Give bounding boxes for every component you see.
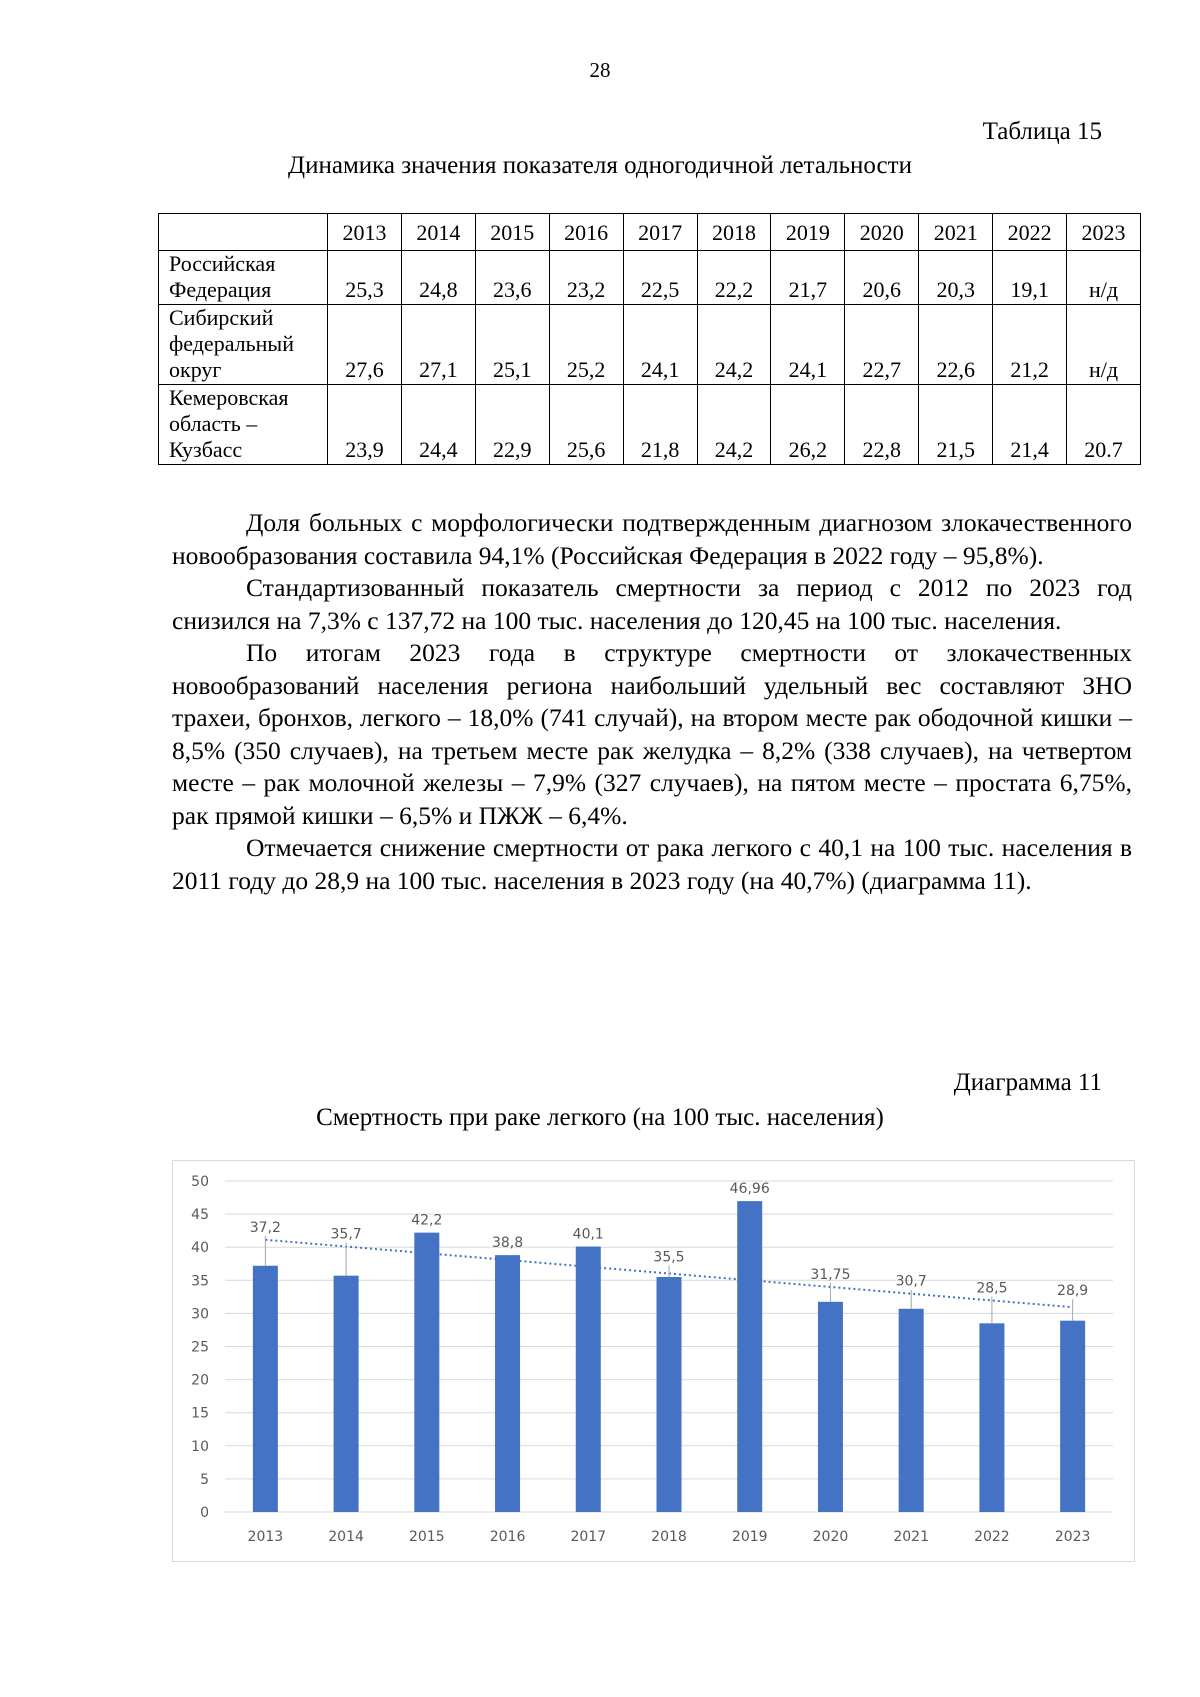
y-tick-label: 25 (191, 1339, 209, 1356)
table-header-year: 2015 (475, 214, 549, 251)
table-cell: 26,2 (771, 385, 845, 465)
data-label: 28,9 (1057, 1283, 1089, 1300)
paragraph: Стандартизованный показатель смертности за период с 2012 по 2023 год снизился на 7,3% с 137,72 на 100 тыс. населения до 120,45 на 100 тыс. населения. (172, 573, 1132, 635)
table-cell: 24,2 (697, 385, 771, 465)
bar (1060, 1321, 1085, 1512)
y-tick-label: 40 (191, 1240, 209, 1257)
table-cell: 23,2 (549, 251, 623, 305)
table-row-name (159, 305, 328, 385)
table-cell: 25,2 (549, 305, 623, 385)
bar (979, 1323, 1004, 1512)
diagram-caption-number: Диаграмма 11 (953, 1069, 1102, 1096)
bar (414, 1233, 439, 1512)
table-cell: 21,8 (623, 385, 697, 465)
x-tick-label: 2014 (328, 1529, 364, 1545)
bar (818, 1302, 843, 1512)
data-label: 35,5 (653, 1249, 685, 1266)
table-cell: 22,9 (475, 385, 549, 465)
paragraph: По итогам 2023 года в структуре смертности от злокачественных новообразований населения региона наибольший удельный вес составляют ЗНО трахеи, бронхов, легкого – 18,0% (741 случай), на втором месте рак ободочной кишки – 8,5% (350 случаев), на третьем месте рак желудка – 8,2% (338 случаев), на четвертом месте – рак молочной железы – 7,9% (327 случаев), на пятом месте – простата 6,75%, рак прямой кишки – 6,5% и ПЖЖ – 6,4%. (172, 638, 1132, 830)
table-header-row (159, 214, 1141, 251)
lung-cancer-mortality-chart (172, 1160, 1135, 1562)
table-cell: 23,6 (475, 251, 549, 305)
data-label: 46,96 (729, 1181, 770, 1198)
x-tick-label: 2017 (570, 1529, 607, 1545)
table-row-name-line: Российская (169, 251, 276, 276)
table-row-name-line: федеральный (169, 331, 294, 356)
diagram-title: Смертность при раке легкого (на 100 тыс. населения) (316, 1104, 884, 1131)
data-label: 31,75 (810, 1266, 851, 1283)
data-label: 30,7 (895, 1273, 927, 1290)
table-cell: 24,4 (401, 385, 475, 465)
data-label: 42,2 (411, 1212, 443, 1229)
table-header-year: 2014 (401, 214, 475, 251)
table-row-name-line: округ (169, 357, 222, 382)
table-cell: 23,9 (328, 385, 402, 465)
table-cell: 24,1 (771, 305, 845, 385)
table-header-year: 2020 (845, 214, 919, 251)
table-cell: 24,1 (623, 305, 697, 385)
table-header-year: 2023 (1067, 214, 1141, 251)
x-tick-label: 2015 (408, 1529, 445, 1545)
table-header-year: 2016 (549, 214, 623, 251)
table-row (159, 251, 1141, 305)
paragraph: Доля больных с морфологически подтвержденным диагнозом злокачественного новообразования составила 94,1% (Российская Федерация в 2022 году – 95,8%). (172, 508, 1132, 570)
table-row-name-line: Сибирский (169, 305, 274, 330)
paragraph: Отмечается снижение смертности от рака легкого с 40,1 на 100 тыс. населения в 2011 году до 28,9 на 100 тыс. населения в 2023 году (на 40,7%) (диаграмма 11). (172, 833, 1132, 895)
table-header-year: 2013 (328, 214, 402, 251)
bar (737, 1201, 762, 1512)
data-label: 37,2 (249, 1219, 281, 1236)
table-cell: 22,5 (623, 251, 697, 305)
table-cell: н/д (1067, 251, 1141, 305)
x-tick-label: 2022 (974, 1529, 1010, 1545)
table-header-corner (159, 214, 328, 251)
table-cell: 25,3 (328, 251, 402, 305)
table-row (159, 305, 1141, 385)
table-row-name (159, 385, 328, 465)
table-cell: 19,1 (993, 251, 1067, 305)
bar (253, 1266, 278, 1512)
page-number: 28 (589, 58, 611, 82)
table-header-year: 2017 (623, 214, 697, 251)
data-label: 28,5 (976, 1280, 1008, 1297)
y-tick-label: 0 (200, 1505, 209, 1521)
table-cell: 22,7 (845, 305, 919, 385)
table-cell: 24,8 (401, 251, 475, 305)
bar (657, 1277, 682, 1512)
data-label: 35,7 (330, 1226, 362, 1243)
table-cell: 27,6 (328, 305, 402, 385)
table-row-name-line: Федерация (169, 277, 272, 302)
y-tick-label: 5 (200, 1471, 209, 1488)
data-label: 40,1 (572, 1226, 604, 1243)
table-cell: 22,6 (919, 305, 993, 385)
y-tick-label: 10 (191, 1438, 209, 1455)
bar (495, 1255, 520, 1512)
table-row (159, 385, 1141, 465)
table-cell: н/д (1067, 305, 1141, 385)
table-row-name-line: область – (169, 411, 258, 436)
y-tick-label: 20 (191, 1372, 209, 1389)
table-cell: 25,6 (549, 385, 623, 465)
table-cell: 21,4 (993, 385, 1067, 465)
lethality-table (158, 213, 1141, 465)
data-label: 38,8 (491, 1235, 524, 1252)
x-tick-label: 2023 (1054, 1529, 1091, 1545)
table-cell: 22,8 (845, 385, 919, 465)
x-tick-label: 2018 (651, 1529, 687, 1545)
table-cell: 21,2 (993, 305, 1067, 385)
table-cell: 20,6 (845, 251, 919, 305)
table-cell: 27,1 (401, 305, 475, 385)
table-caption-number: Таблица 15 (982, 118, 1102, 145)
y-tick-label: 30 (191, 1306, 209, 1323)
table-title: Динамика значения показателя одногодичной летальности (288, 152, 912, 179)
table-cell: 21,7 (771, 251, 845, 305)
table-header-year: 2018 (697, 214, 771, 251)
bar (576, 1247, 601, 1512)
x-tick-label: 2019 (731, 1529, 768, 1545)
table-cell: 22,2 (697, 251, 771, 305)
x-tick-label: 2020 (812, 1529, 849, 1545)
table-cell: 21,5 (919, 385, 993, 465)
chart-svg (173, 1161, 1134, 1561)
table-header-year: 2022 (993, 214, 1067, 251)
table-row-name (159, 251, 328, 305)
body-text (172, 507, 1132, 897)
y-tick-label: 45 (191, 1207, 209, 1224)
bar (899, 1309, 924, 1512)
table-row-name-line: Кузбасс (169, 437, 243, 462)
table-header-year: 2021 (919, 214, 993, 251)
table-cell: 24,2 (697, 305, 771, 385)
y-tick-label: 50 (191, 1174, 209, 1190)
table-row-name-line: Кемеровская (169, 385, 289, 410)
x-tick-label: 2016 (489, 1529, 526, 1545)
table-cell: 25,1 (475, 305, 549, 385)
x-tick-label: 2021 (893, 1529, 930, 1545)
bar (334, 1276, 359, 1512)
table-cell: 20.7 (1067, 385, 1141, 465)
y-tick-label: 35 (191, 1273, 209, 1290)
table-header-year: 2019 (771, 214, 845, 251)
table-cell: 20,3 (919, 251, 993, 305)
x-tick-label: 2013 (247, 1529, 284, 1545)
y-tick-label: 15 (191, 1405, 209, 1422)
